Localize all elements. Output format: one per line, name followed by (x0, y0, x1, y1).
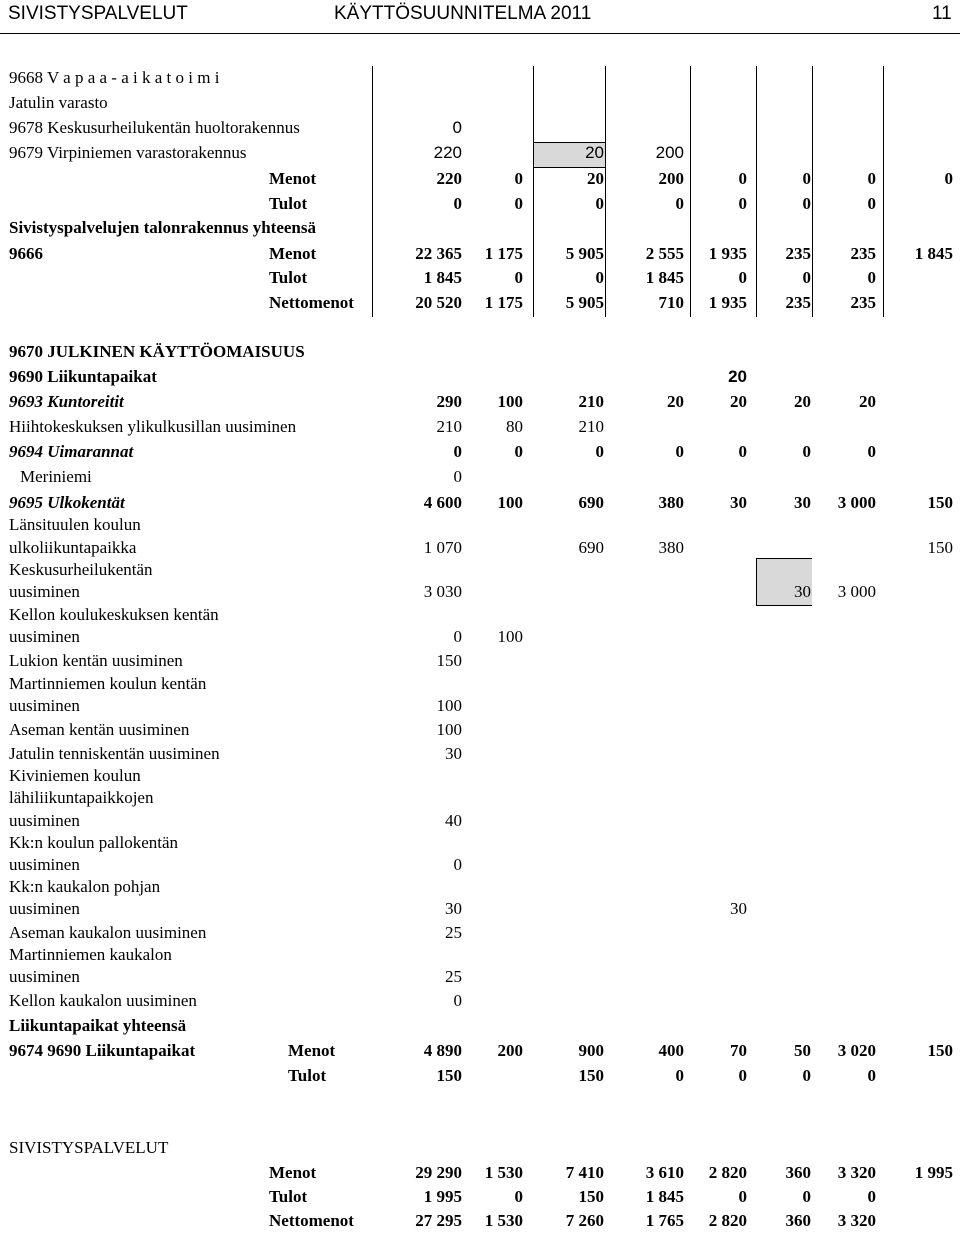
row-label: 9694 Uimarannat (9, 442, 134, 461)
column-divider (812, 66, 813, 317)
row-type-label: Menot (269, 244, 317, 263)
value-cell: 100 (436, 696, 462, 715)
row-label: Liikuntapaikat yhteensä (9, 1016, 187, 1035)
row-label: 9678 Keskusurheilukentän huoltorakennus (9, 118, 300, 137)
value-cell: 27 295 (415, 1211, 462, 1230)
row-type-label: Menot (269, 169, 317, 188)
value-cell: 380 (658, 493, 684, 512)
value-cell: 100 (497, 493, 523, 512)
value-cell: 1 765 (645, 1211, 684, 1230)
column-divider (533, 142, 534, 167)
row-label: 9674 9690 Liikuntapaikat (9, 1041, 196, 1060)
row-type-label: Menot (269, 1163, 317, 1182)
column-divider (372, 66, 373, 317)
value-cell: 360 (785, 1211, 811, 1230)
header-left: SIVISTYSPALVELUT (8, 3, 188, 24)
row-label: uusiminen (9, 582, 80, 601)
row-label: 9679 Virpiniemen varastorakennus (9, 143, 247, 162)
value-cell: 0 (514, 194, 523, 213)
row-label: Keskusurheilukentän (9, 560, 153, 579)
value-cell: 7 410 (565, 1163, 604, 1182)
value-cell: 0 (738, 268, 747, 287)
value-cell: 30 (445, 899, 462, 918)
row-label: uusiminen (9, 696, 80, 715)
row-type-label: Tulot (269, 268, 308, 287)
column-divider (690, 66, 691, 317)
value-cell: 30 (794, 493, 811, 512)
row-type-label: Tulot (288, 1066, 327, 1085)
value-cell: 0 (675, 194, 684, 213)
value-cell: 0 (738, 442, 747, 461)
column-divider (605, 142, 606, 167)
value-cell: 20 (585, 143, 604, 162)
column-divider (533, 66, 534, 317)
value-cell: 3 000 (837, 493, 876, 512)
value-cell: 0 (514, 169, 523, 188)
row-label: Hiihtokeskuksen ylikulkusillan uusiminen (9, 417, 297, 436)
value-cell: 1 935 (708, 293, 747, 312)
value-cell: 0 (867, 268, 876, 287)
value-cell: 2 555 (645, 244, 684, 263)
value-cell: 200 (497, 1041, 523, 1060)
value-cell: 5 905 (565, 293, 604, 312)
value-cell: 0 (595, 194, 604, 213)
value-cell: 0 (595, 442, 604, 461)
value-cell: 900 (578, 1041, 604, 1060)
value-cell: 150 (927, 1041, 953, 1060)
value-cell: 80 (506, 417, 523, 436)
value-cell: 40 (445, 811, 462, 830)
value-cell: 1 175 (484, 244, 523, 263)
value-cell: 0 (802, 442, 811, 461)
column-divider (756, 66, 757, 317)
value-cell: 210 (436, 417, 462, 436)
row-label: 9693 Kuntoreitit (9, 392, 124, 411)
value-cell: 360 (785, 1163, 811, 1182)
value-cell: 20 (859, 392, 876, 411)
value-cell: 0 (738, 1187, 747, 1206)
value-cell: 380 (658, 538, 684, 557)
value-cell: 1 845 (645, 268, 684, 287)
value-cell: 1 845 (914, 244, 953, 263)
value-cell: 0 (738, 169, 747, 188)
value-cell: 1 530 (484, 1163, 523, 1182)
row-label: uusiminen (9, 627, 80, 646)
value-cell: 0 (595, 268, 604, 287)
value-cell: 1 935 (708, 244, 747, 263)
row-label: uusiminen (9, 855, 80, 874)
row-label: 9666 (9, 244, 43, 263)
value-cell: 1 845 (645, 1187, 684, 1206)
row-label: Sivistyspalvelujen talonrakennus yhteensä (9, 218, 316, 237)
value-cell: 4 600 (423, 493, 462, 512)
value-cell: 235 (850, 244, 876, 263)
cell-border (756, 558, 812, 559)
value-cell: 2 820 (708, 1163, 747, 1182)
row-label: Martinniemen kaukalon (9, 945, 172, 964)
value-cell: 50 (794, 1041, 811, 1060)
value-cell: 0 (453, 855, 462, 874)
value-cell: 0 (802, 194, 811, 213)
value-cell: 710 (658, 293, 684, 312)
header-rule (0, 33, 960, 34)
row-label: 9668 V a p a a - a i k a t o i m i (9, 68, 220, 87)
value-cell: 100 (497, 627, 523, 646)
value-cell: 70 (730, 1041, 747, 1060)
value-cell: 3 020 (837, 1041, 876, 1060)
row-label: Kiviniemen koulun (9, 766, 141, 785)
row-label: Kellon koulukeskuksen kentän (9, 605, 219, 624)
value-cell: 290 (436, 392, 462, 411)
row-label: Martinniemen koulun kentän (9, 674, 207, 693)
cell-border (756, 605, 812, 606)
value-cell: 0 (452, 118, 462, 137)
value-cell: 235 (850, 293, 876, 312)
value-cell: 100 (436, 720, 462, 739)
row-label: 9690 Liikuntapaikat (9, 367, 157, 386)
value-cell: 2 820 (708, 1211, 747, 1230)
value-cell: 30 (794, 582, 811, 601)
column-divider (605, 66, 606, 317)
row-label: 9670 JULKINEN KÄYTTÖOMAISUUS (9, 342, 305, 361)
page-number: 11 (932, 3, 952, 24)
value-cell: 150 (927, 493, 953, 512)
value-cell: 20 (728, 367, 747, 386)
row-label: Jatulin tenniskentän uusiminen (9, 744, 220, 763)
row-type-label: Nettomenot (269, 1211, 354, 1230)
value-cell: 210 (578, 417, 604, 436)
value-cell: 0 (738, 1066, 747, 1085)
value-cell: 20 (730, 392, 747, 411)
value-cell: 100 (497, 392, 523, 411)
value-cell: 3 320 (837, 1211, 876, 1230)
value-cell: 235 (785, 244, 811, 263)
row-label: Kk:n koulun pallokentän (9, 833, 179, 852)
value-cell: 25 (445, 967, 462, 986)
value-cell: 0 (514, 268, 523, 287)
value-cell: 0 (802, 1066, 811, 1085)
value-cell: 20 (587, 169, 604, 188)
row-label: Länsituulen koulun (9, 515, 141, 534)
value-cell: 0 (867, 1066, 876, 1085)
value-cell: 20 (667, 392, 684, 411)
value-cell: 690 (578, 493, 604, 512)
value-cell: 400 (658, 1041, 684, 1060)
value-cell: 0 (738, 194, 747, 213)
value-cell: 7 260 (565, 1211, 604, 1230)
row-label: lähiliikuntapaikkojen (9, 788, 154, 807)
value-cell: 1 175 (484, 293, 523, 312)
value-cell: 0 (944, 169, 953, 188)
value-cell: 1 530 (484, 1211, 523, 1230)
value-cell: 235 (785, 293, 811, 312)
row-label: uusiminen (9, 899, 80, 918)
row-label: SIVISTYSPALVELUT (9, 1138, 169, 1157)
header-center: KÄYTTÖSUUNNITELMA 2011 (334, 3, 592, 24)
value-cell: 0 (867, 1187, 876, 1206)
value-cell: 20 520 (415, 293, 462, 312)
value-cell: 22 365 (415, 244, 462, 263)
value-cell: 0 (453, 991, 462, 1010)
row-type-label: Nettomenot (269, 293, 354, 312)
row-label: 9695 Ulkokentät (9, 493, 125, 512)
value-cell: 690 (578, 538, 604, 557)
value-cell: 0 (453, 627, 462, 646)
value-cell: 150 (578, 1066, 604, 1085)
value-cell: 0 (802, 268, 811, 287)
value-cell: 220 (436, 169, 462, 188)
value-cell: 20 (794, 392, 811, 411)
row-label: uusiminen (9, 967, 80, 986)
value-cell: 0 (867, 442, 876, 461)
value-cell: 0 (514, 1187, 523, 1206)
row-type-label: Menot (288, 1041, 336, 1060)
row-label: Aseman kaukalon uusiminen (9, 923, 207, 942)
value-cell: 1 995 (423, 1187, 462, 1206)
value-cell: 29 290 (415, 1163, 462, 1182)
value-cell: 3 610 (645, 1163, 684, 1182)
value-cell: 150 (436, 651, 462, 670)
row-label: uusiminen (9, 811, 80, 830)
value-cell: 0 (802, 169, 811, 188)
column-divider (756, 558, 757, 605)
row-label: Kellon kaukalon uusiminen (9, 991, 197, 1010)
value-cell: 150 (927, 538, 953, 557)
row-label: Meriniemi (20, 467, 92, 486)
row-label: Aseman kentän uusiminen (9, 720, 190, 739)
row-label: ulkoliikuntapaikka (9, 538, 137, 557)
value-cell: 150 (436, 1066, 462, 1085)
value-cell: 30 (730, 899, 747, 918)
value-cell: 200 (658, 169, 684, 188)
value-cell: 30 (445, 744, 462, 763)
column-divider (883, 66, 884, 317)
value-cell: 4 890 (423, 1041, 462, 1060)
value-cell: 25 (445, 923, 462, 942)
value-cell: 1 070 (423, 538, 462, 557)
row-label: Kk:n kaukalon pohjan (9, 877, 161, 896)
row-type-label: Tulot (269, 194, 308, 213)
value-cell: 3 320 (837, 1163, 876, 1182)
value-cell: 200 (655, 143, 684, 162)
value-cell: 30 (730, 493, 747, 512)
value-cell: 1 845 (423, 268, 462, 287)
value-cell: 150 (578, 1187, 604, 1206)
value-cell: 0 (453, 467, 462, 486)
value-cell: 3 000 (837, 582, 876, 601)
value-cell: 0 (867, 169, 876, 188)
row-label: Lukion kentän uusiminen (9, 651, 183, 670)
value-cell: 0 (675, 442, 684, 461)
value-cell: 0 (802, 1187, 811, 1206)
value-cell: 0 (453, 442, 462, 461)
value-cell: 0 (514, 442, 523, 461)
value-cell: 0 (867, 194, 876, 213)
value-cell: 210 (578, 392, 604, 411)
value-cell: 0 (453, 194, 462, 213)
page-header (0, 0, 960, 27)
value-cell: 0 (675, 1066, 684, 1085)
value-cell: 220 (433, 143, 462, 162)
value-cell: 5 905 (565, 244, 604, 263)
row-label: Jatulin varasto (9, 93, 108, 112)
value-cell: 1 995 (914, 1163, 953, 1182)
value-cell: 3 030 (423, 582, 462, 601)
row-type-label: Tulot (269, 1187, 308, 1206)
